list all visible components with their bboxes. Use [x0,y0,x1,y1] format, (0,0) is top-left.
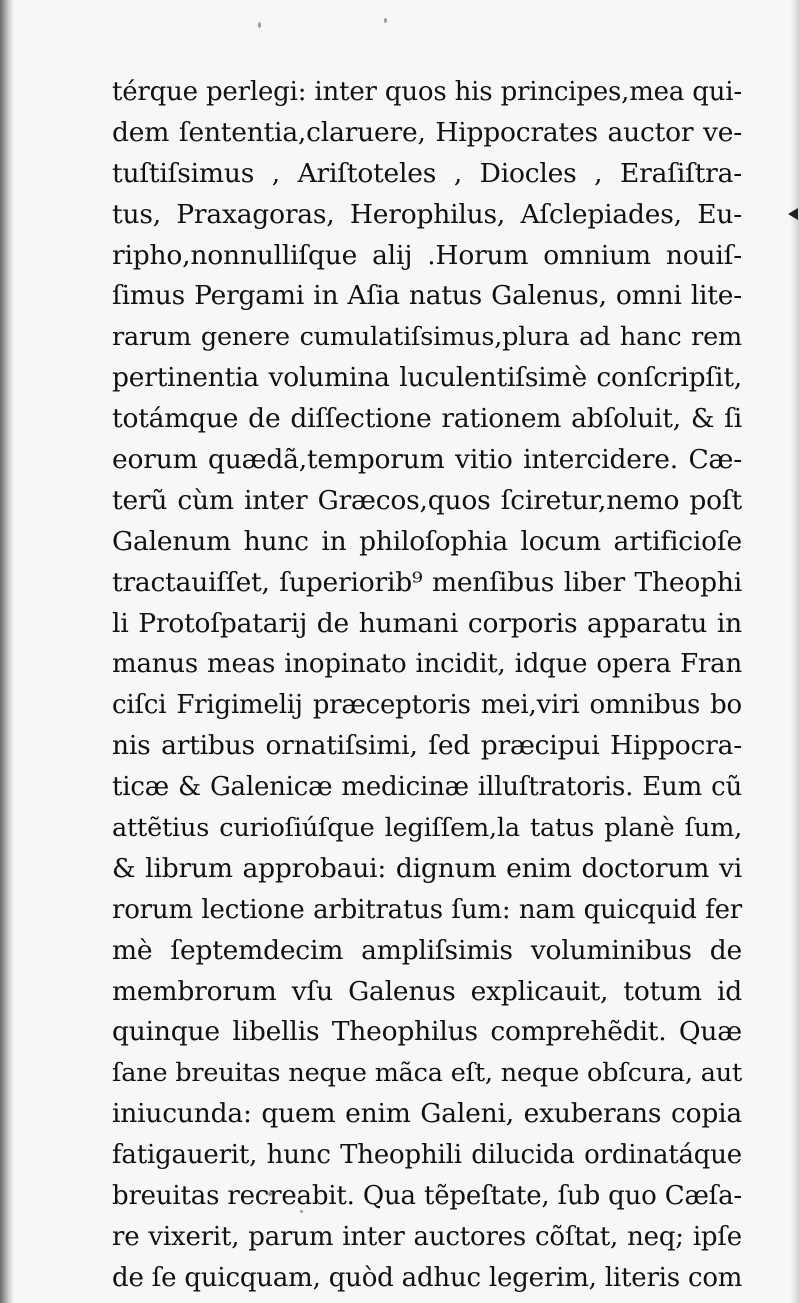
text-line: iniucunda: quem enim Galeni, exuberans copia [112,1098,742,1130]
edge-bleed-mark [788,208,798,220]
text-line: li Protoſpatarij de humani corporis apparatu in [112,607,742,639]
text-line: & librum approbaui: dignum enim doctorum vi [112,852,742,884]
body-text [112,72,742,1299]
text-line: manus meas inopinato incidit, idque opera Fran [112,649,742,680]
text-line: ſimus Pergami in Aſia natus Galenus, omni lite- [112,280,742,312]
text-line: breuitas recreabit. Qua tẽpeſtate, ſub quo Cæſa- [112,1181,742,1212]
text-line: tuſtiſsimus , Ariſtoteles , Diocles , Eraſiſtra- [112,157,742,189]
text-line: eorum quædã,temporum vitio intercidere. Cæ- [112,444,742,476]
paper-speck [258,22,261,28]
page-edge-shading [790,0,800,1303]
text-line: membrorum vſu Galenus explicauit, totum id [112,975,742,1007]
text-line: ſane breuitas neque mãca eſt, neque obſcura, aut [112,1058,742,1089]
text-line: térque perlegi: inter quos his principes,mea qui- [112,77,742,107]
text-line: totámque de diſſectione rationem abſoluit, & ſi [112,403,742,435]
text-line: re vixerit, parum inter auctores cõſtat, neq; ipſe [112,1221,742,1252]
text-line: ripho,nonnulliſque alij .Horum omnium nouiſ- [112,239,742,271]
text-line: rarum genere cumulatiſsimus,plura ad hanc rem [112,322,742,353]
text-line: Galenum hunc in philoſophia locum artificioſe [112,525,742,557]
text-line: attẽtius curioſiúſque legiſſem,la tatus planè ſum, [112,813,742,844]
text-line: quinque libellis Theophilus comprehẽdit. Quæ [112,1016,742,1048]
paper-speck [384,18,387,23]
text-line: ticæ & Galenicæ medicinæ illuſtratoris. Eum cũ [112,772,742,803]
text-line: mè ſeptemdecim ampliſsimis voluminibus de [112,934,742,966]
text-line: tractauiſſet, ſuperiorib⁹ menſibus liber Theophi [112,566,742,598]
text-line: tus, Praxagoras, Herophilus, Aſclepiades, Eu- [112,198,742,230]
text-line: de ſe quicquam, quòd adhuc legerim, literis com [112,1262,743,1293]
text-line: pertinentia volumina luculentiſsimè conſcripſit, [112,362,742,394]
text-line: ciſci Frigimelij præceptoris mei,viri omnibus bo [112,690,742,721]
text-line: terũ cùm inter Græcos,quos ſciretur,nemo poſt [112,484,742,516]
text-line: dem ſententia,claruere, Hippocrates auctor ve- [112,116,742,148]
binding-gutter-shadow [0,0,14,1303]
text-line: rorum lectione arbitratus ſum: nam quicquid fer [112,894,742,925]
text-line: fatigauerit, hunc Theophili dilucida ordinatáque [112,1140,742,1171]
text-line: nis artibus ornatiſsimi, ſed præcipui Hippocra- [112,730,742,762]
